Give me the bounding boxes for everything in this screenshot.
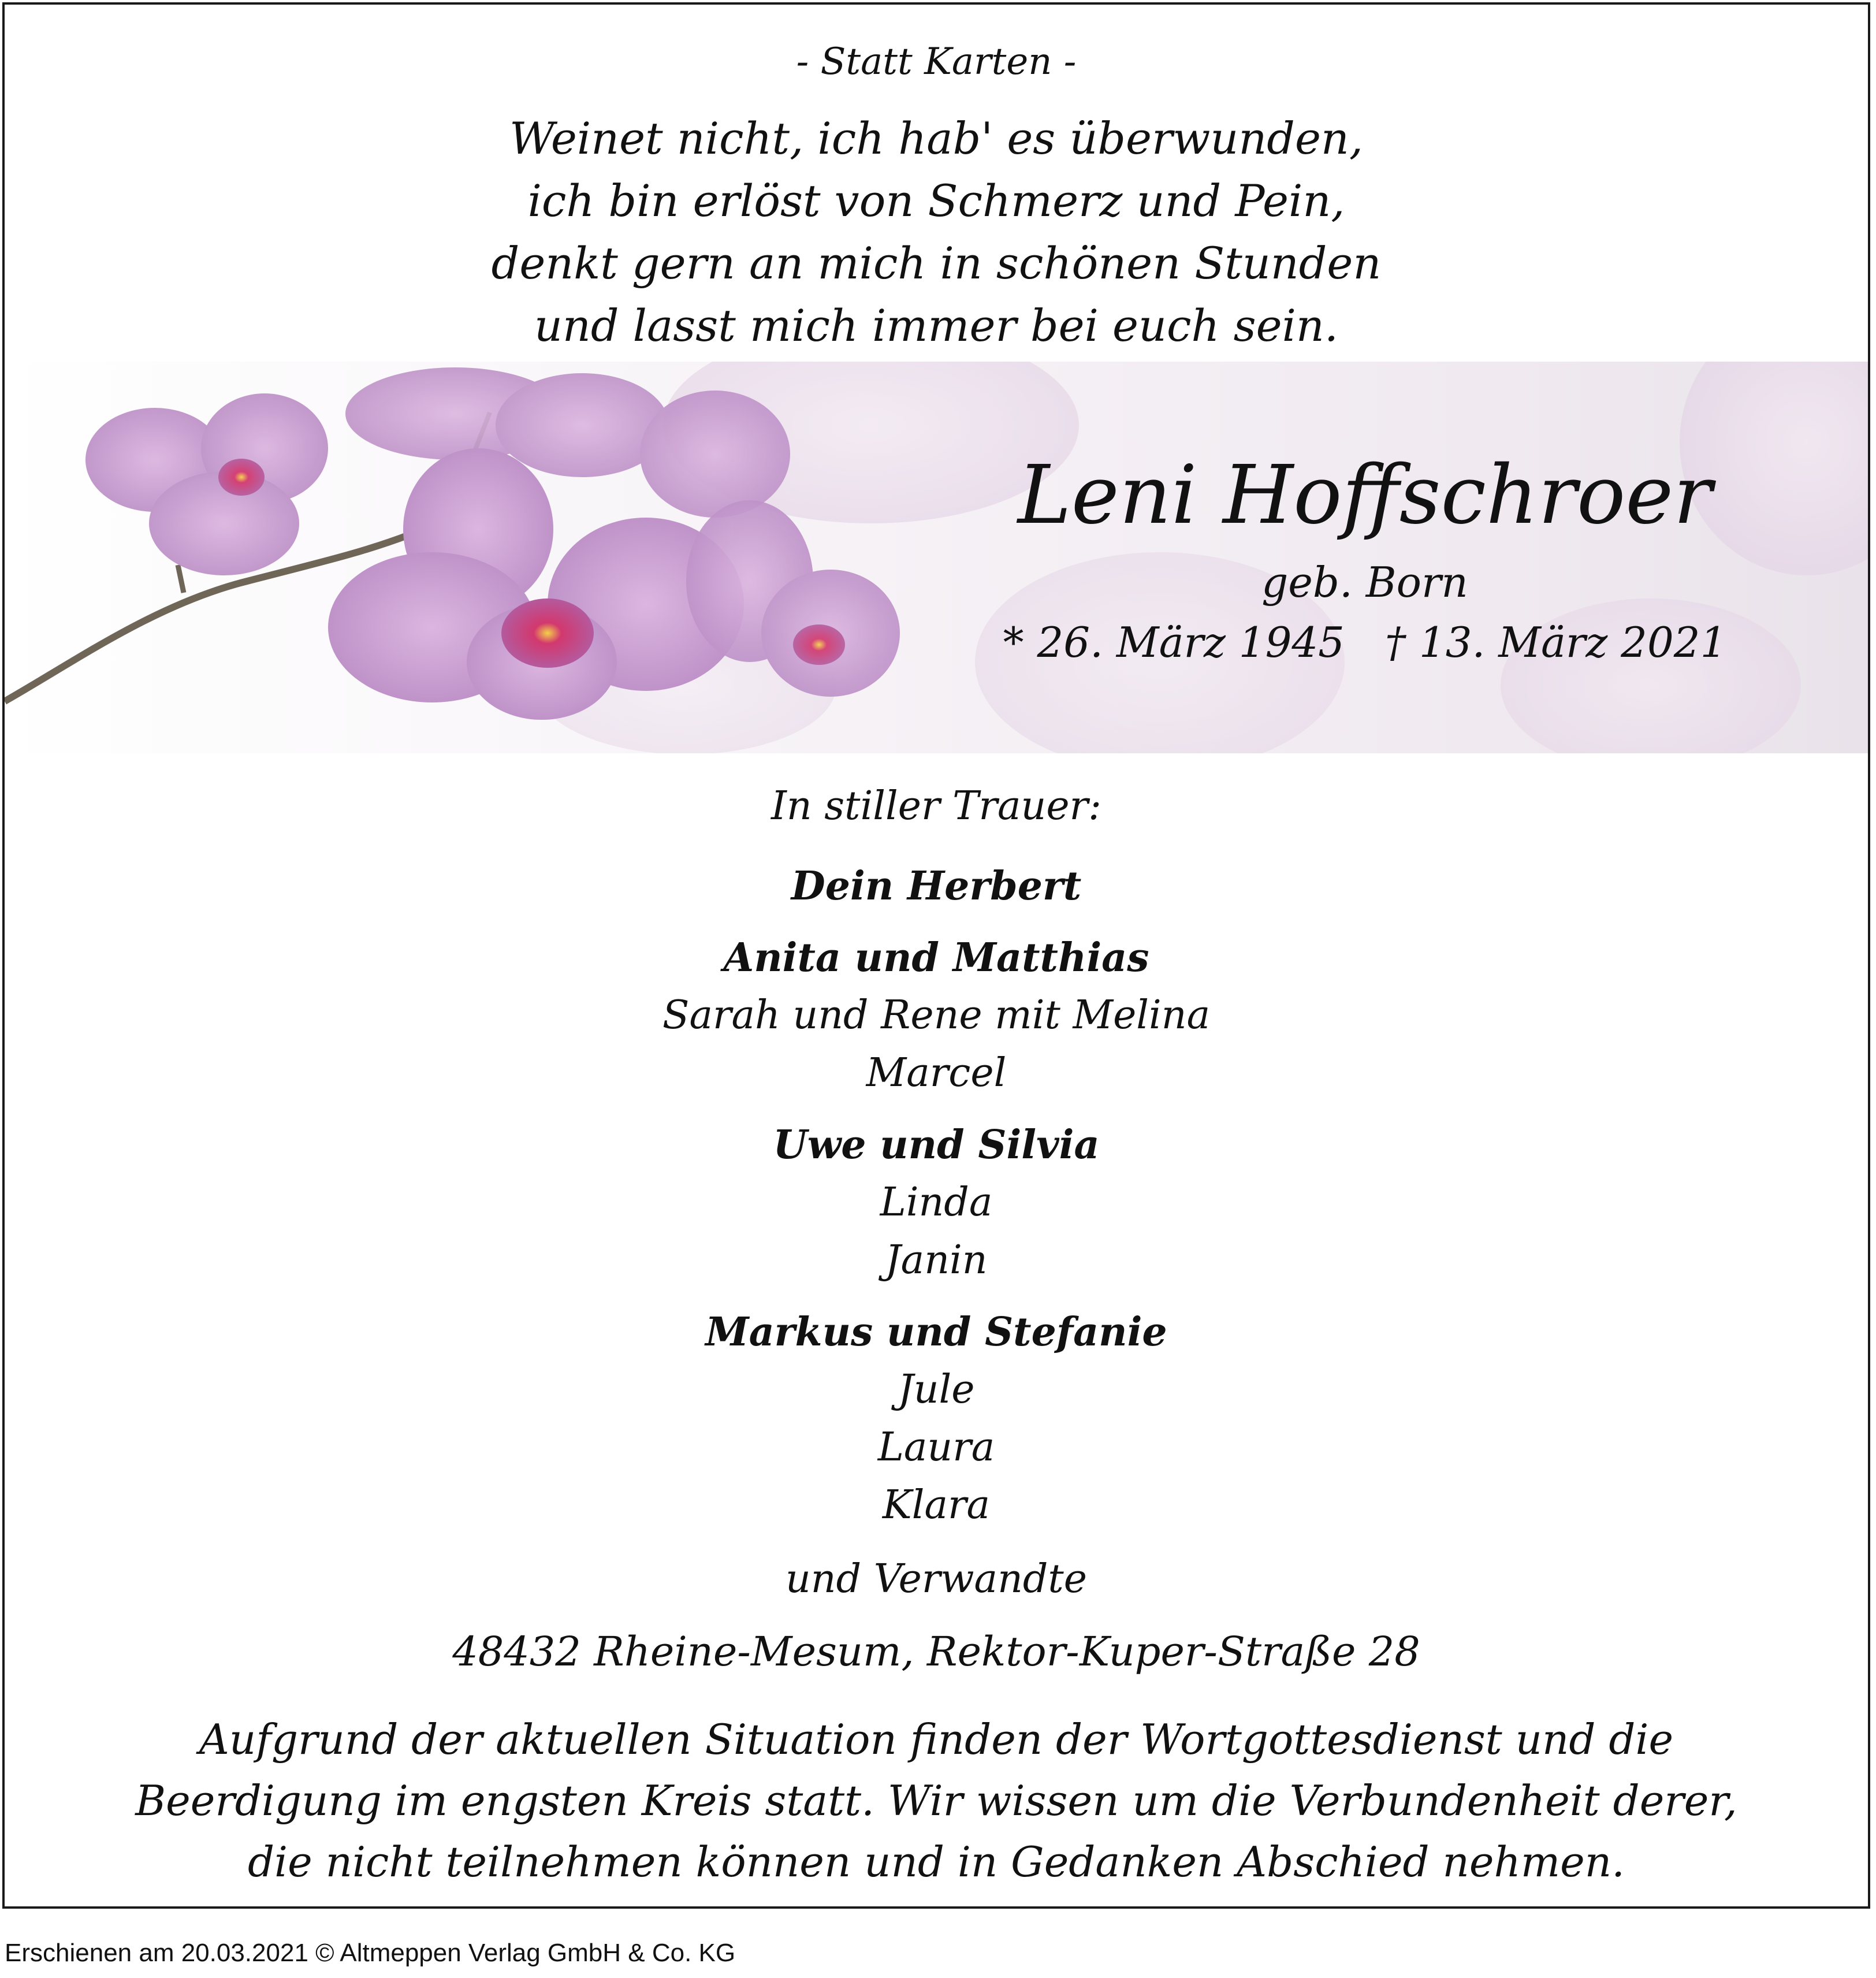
closing-line: die nicht teilnehmen können und in Gedanken Abschied nehmen. [247, 1838, 1625, 1886]
statt-karten-line: - Statt Karten - [796, 40, 1077, 83]
mourner-line: Markus und Stefanie [705, 1309, 1167, 1355]
mourner-line: Linda [880, 1180, 993, 1225]
closing-note [5, 1709, 1868, 1893]
mourner-line: Dein Herbert [791, 863, 1082, 909]
mourner-line: Sarah und Rene mit Melina [662, 992, 1211, 1038]
address: 48432 Rheine-Mesum, Rektor-Kuper-Straße 28 [452, 1628, 1420, 1675]
mourner-line: Uwe und Silvia [773, 1122, 1100, 1168]
birth-name: geb. Born [1261, 558, 1468, 607]
mourner-line: Laura [877, 1425, 995, 1470]
mourner-line: Anita und Matthias [723, 935, 1149, 981]
publication-footer: Erschienen am 20.03.2021 © Altmeppen Verlag GmbH & Co. KG [5, 1939, 736, 1967]
deceased-name: Leni Hoffschroer [1017, 448, 1713, 542]
poem-line: Weinet nicht, ich hab' es überwunden, [509, 113, 1364, 164]
mourner-line: Marcel [866, 1050, 1007, 1096]
closing-line: Aufgrund der aktuellen Situation finden der Wortgottesdienst und die [199, 1715, 1674, 1764]
birth-date: * 26. März 1945 [1003, 618, 1345, 667]
mourning-intro: In stiller Trauer: [771, 783, 1101, 829]
poem-line: ich bin erlöst von Schmerz und Pein, [527, 175, 1345, 226]
orchid-banner [5, 362, 1868, 753]
mourner-line: Jule [898, 1367, 975, 1412]
poem-line: und lasst mich immer bei euch sein. [534, 300, 1339, 351]
closing-line: Beerdigung im engsten Kreis statt. Wir wissen um die Verbundenheit derer, [135, 1776, 1737, 1825]
orchid-image [5, 362, 1868, 753]
mourner-line: Klara [882, 1482, 991, 1528]
death-date: † 13. März 2021 [1385, 618, 1727, 667]
mourner-line: Janin [885, 1237, 988, 1283]
obituary-notice [2, 2, 1870, 1909]
relatives-line: und Verwandte [786, 1556, 1087, 1602]
poem-line: denkt gern an mich in schönen Stunden [491, 237, 1382, 289]
poem [5, 107, 1868, 357]
life-dates [952, 618, 1778, 667]
